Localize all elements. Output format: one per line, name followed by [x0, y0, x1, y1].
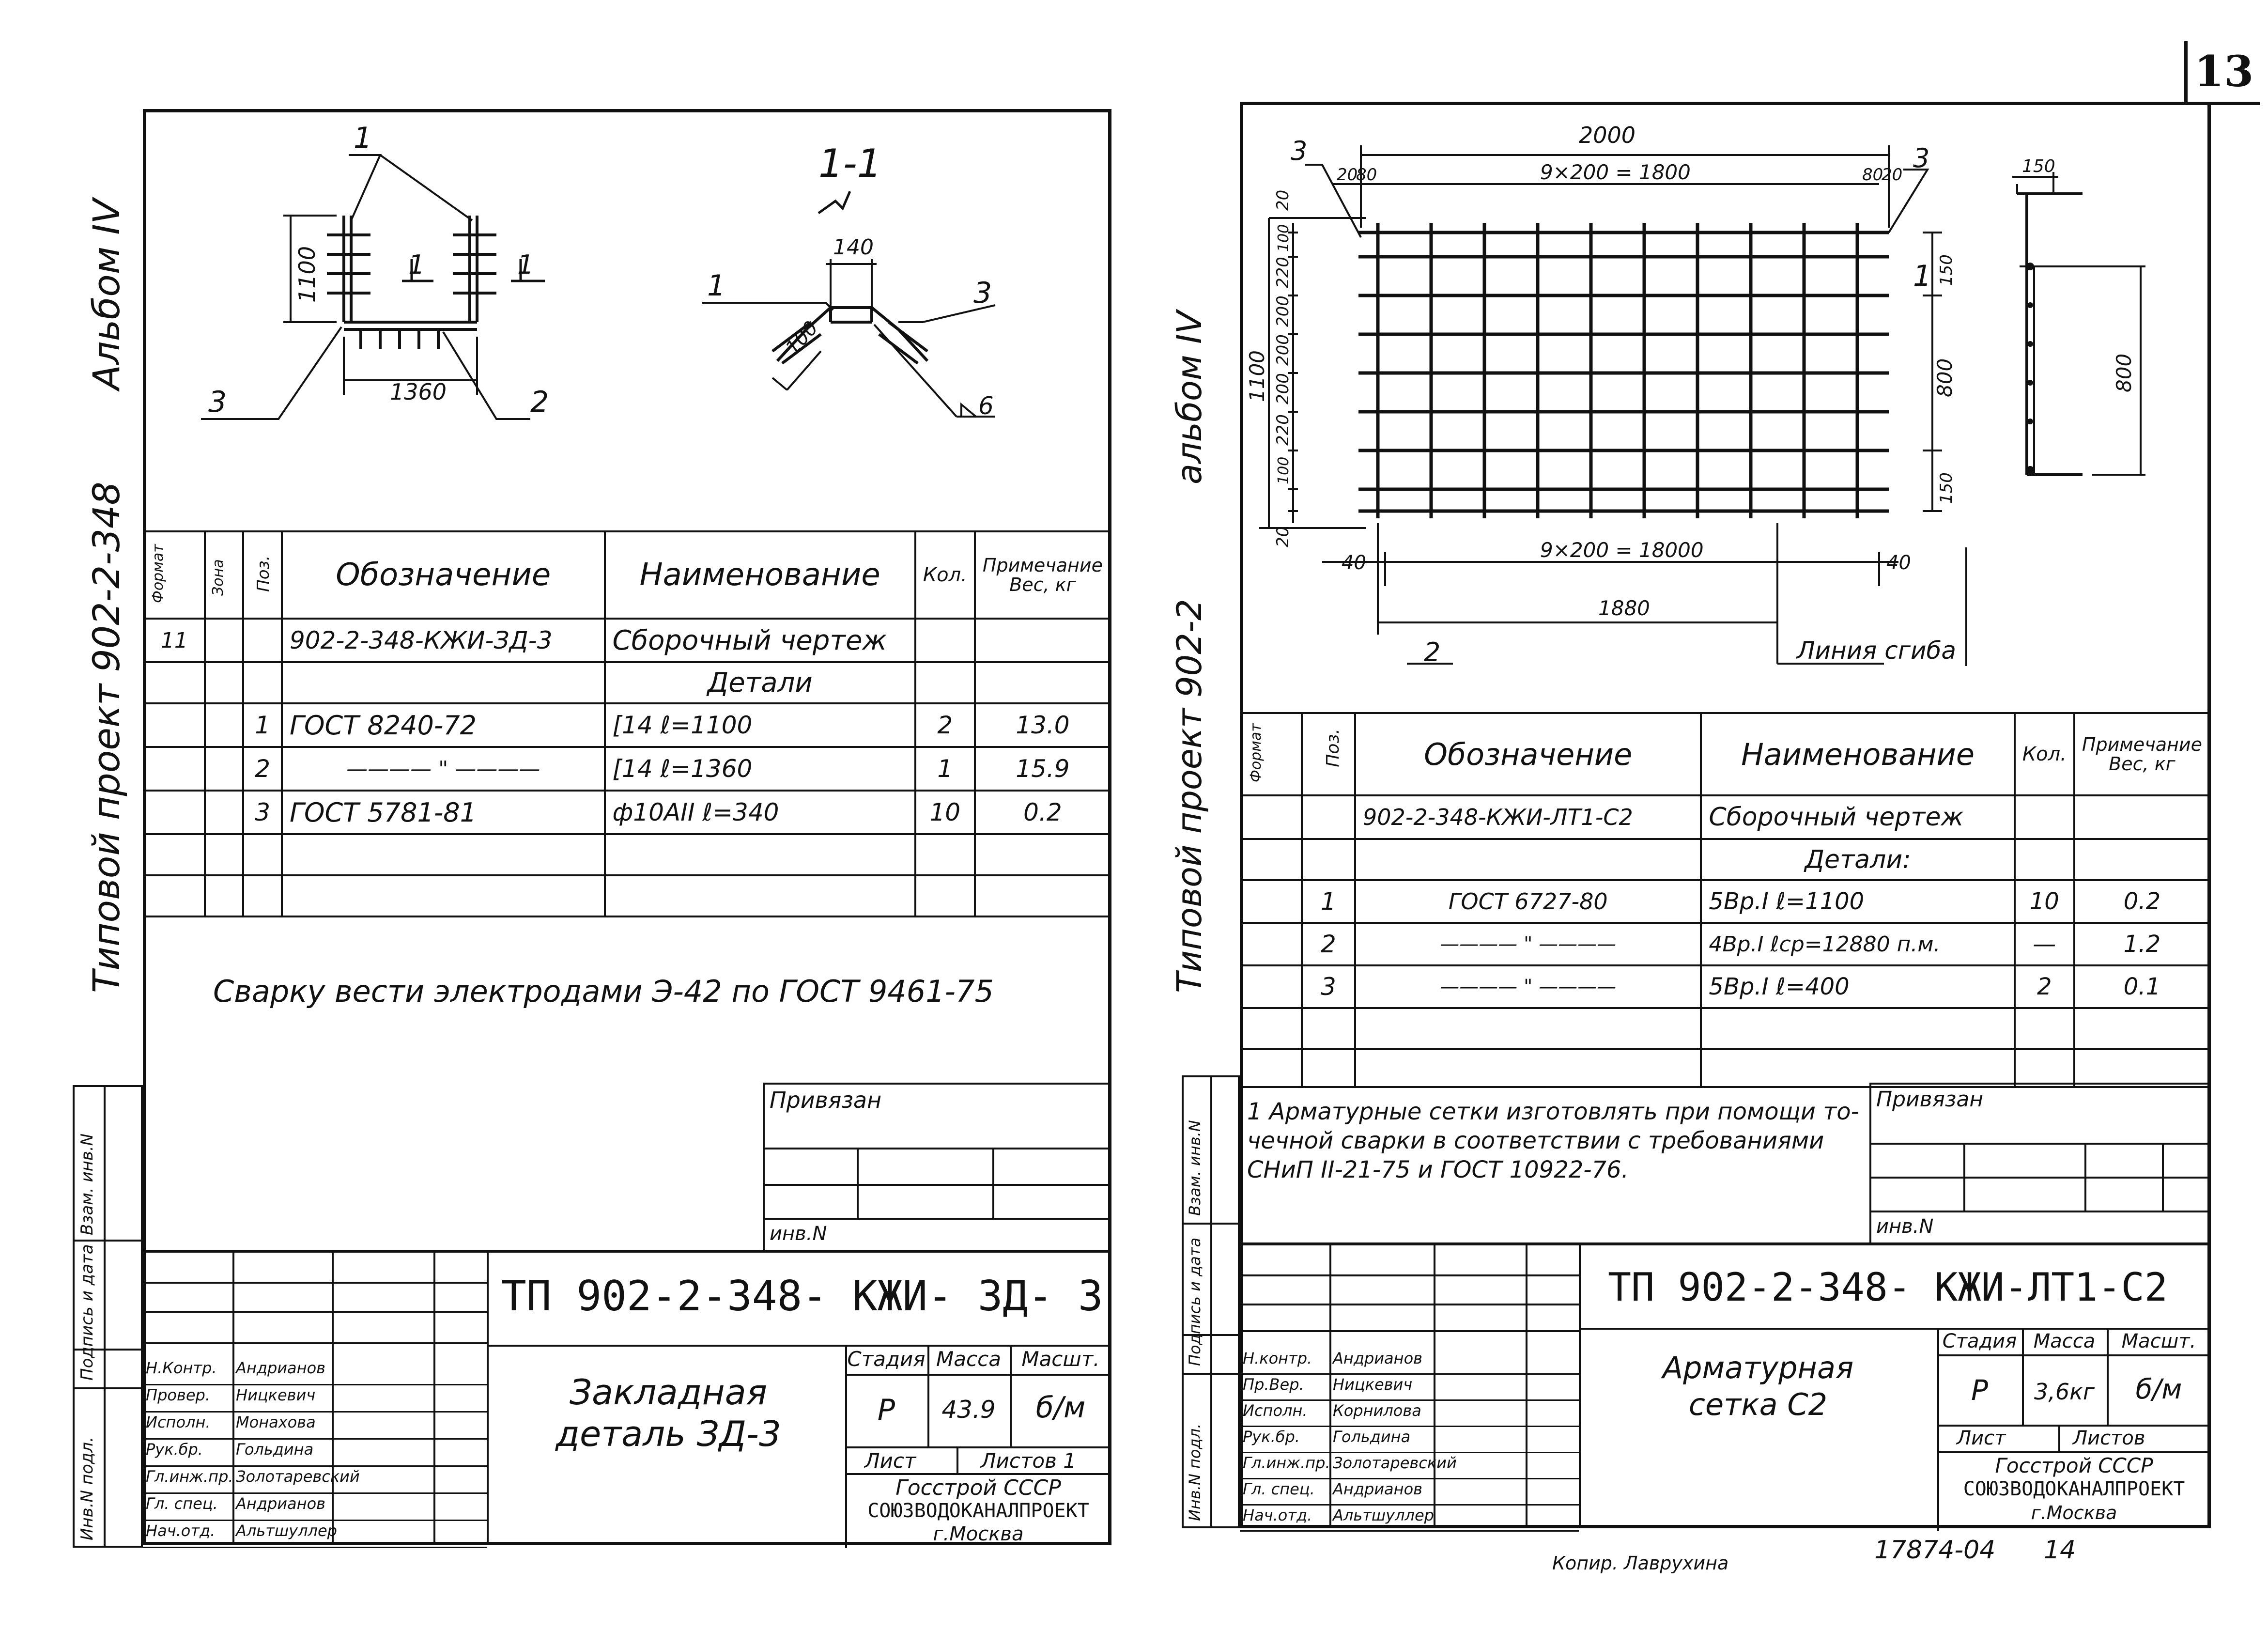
cell-designation: ———— " ————	[282, 747, 605, 791]
right-dim-inner: 9×200 = 1800	[1540, 160, 1691, 184]
signature-role: Исполн.	[1243, 1401, 1308, 1420]
signature-name: Золотаревский	[236, 1467, 360, 1486]
signature-row	[1240, 1452, 1579, 1479]
right-pos3b: 3	[1913, 143, 1930, 173]
cell-pos: 2	[243, 747, 282, 791]
left-cut-mark-a: 1	[408, 249, 425, 280]
signature-role: Исполн.	[146, 1413, 211, 1431]
right-side-top: 150	[2022, 156, 2055, 176]
cell-qty: 1	[915, 747, 975, 791]
cell-qty	[2015, 795, 2074, 839]
signature-row	[143, 1492, 487, 1521]
right-side-album: альбом IV	[1170, 311, 1209, 484]
left-org2: СОЮЗВОДОКАНАЛПРОЕКТ	[867, 1500, 1089, 1522]
left-cut-mark-b: 1	[517, 249, 534, 280]
signature-role: Гл. спец.	[1243, 1480, 1315, 1498]
right-hdr-designation: Обозначение	[1355, 713, 1701, 795]
cell-pos	[243, 619, 282, 662]
left-hdr-qty: Кол.	[915, 531, 975, 619]
left-side-project: Типовой проект 902-2-348	[85, 481, 128, 993]
right-hdr-pos: Поз.	[1323, 728, 1343, 767]
right-mass: 3,6кг	[2034, 1379, 2095, 1405]
left-mass-label: Масса	[936, 1347, 1001, 1371]
cell-pos: 3	[243, 791, 282, 834]
signature-row	[143, 1411, 487, 1440]
right-side-project: Типовой проект 902-2	[1170, 599, 1209, 993]
cell-note: 15.9	[975, 747, 1111, 791]
left-hdr-note: Примечание Вес, кг	[975, 531, 1111, 619]
cell-designation	[282, 662, 605, 703]
signature-name: Альтшуллер	[236, 1522, 337, 1540]
right-v220b: 220	[1273, 414, 1293, 446]
cell-qty: 10	[2015, 880, 2074, 923]
right-v220a: 220	[1273, 257, 1293, 288]
right-dim-40a: 40	[1342, 552, 1366, 574]
right-v200c: 200	[1273, 373, 1293, 404]
right-stage-label: Стадия	[1942, 1330, 2017, 1352]
left-sheets-label: Листов 1	[981, 1449, 1076, 1473]
channel-left	[344, 216, 351, 322]
copied-by: Копир. Лаврухина	[1552, 1553, 1729, 1574]
cell-qty	[915, 619, 975, 662]
signature-name: Гольдина	[236, 1440, 314, 1459]
left-hdr-zone: Зона	[209, 559, 227, 596]
signature-name: Гольдина	[1333, 1428, 1411, 1446]
cell-designation: ГОСТ 6727-80	[1355, 880, 1701, 923]
left-title-block	[143, 1250, 1111, 1545]
right-v200b: 200	[1273, 334, 1293, 366]
right-scale-label: Масшт.	[2121, 1330, 2196, 1352]
left-stamp-vzam: Взам. инв.N	[77, 1133, 97, 1235]
right-dim-bottom-inner: 9×200 = 18000	[1540, 538, 1704, 562]
right-dim-mid: 800	[1933, 358, 1957, 397]
left-dim-100: 100	[781, 317, 823, 359]
right-pos1: 1	[1913, 259, 1932, 293]
signature-name: Монахова	[236, 1413, 316, 1431]
signature-role: Рук.бр.	[1243, 1428, 1300, 1446]
table-row	[1241, 839, 2210, 880]
left-pos2: 2	[530, 385, 549, 419]
right-sheets-label: Листов	[2073, 1427, 2145, 1449]
signature-role: Н.контр.	[1243, 1349, 1312, 1367]
right-v20a: 20	[1273, 189, 1293, 211]
cell-pos: 2	[1302, 923, 1355, 965]
right-side-h: 800	[2112, 353, 2136, 392]
signature-name: Ницкевич	[236, 1386, 316, 1404]
table-row	[1241, 923, 2210, 965]
left-sec-pos1: 1	[707, 269, 726, 303]
right-spec-table	[1240, 712, 2211, 1088]
table-row	[144, 662, 1111, 703]
right-dim-40b: 40	[1886, 552, 1911, 574]
channel-right	[470, 216, 477, 322]
right-note-line-3: СНиП II-21-75 и ГОСТ 10922-76.	[1247, 1156, 1629, 1183]
left-scale: б/м	[1035, 1391, 1086, 1425]
right-v100a: 100	[1275, 224, 1292, 252]
right-dim-overall: 2000	[1579, 122, 1636, 148]
table-row	[144, 703, 1111, 747]
right-drawing	[1240, 102, 2211, 712]
table-row	[1241, 1049, 2210, 1087]
cell-designation: ———— " ————	[1355, 923, 1701, 965]
cell-pos	[1302, 795, 1355, 839]
table-row	[1241, 1008, 2210, 1049]
signature-role: Провер.	[146, 1386, 210, 1404]
table-row	[1241, 880, 2210, 923]
right-privyazan-box	[1869, 1083, 2211, 1242]
signature-role: Гл. спец.	[146, 1494, 218, 1513]
signature-name: Альтшуллер	[1333, 1506, 1434, 1524]
left-sheet-label: Лист	[864, 1449, 916, 1473]
table-row	[144, 747, 1111, 791]
right-drawing-title: Арматурная сетка С2	[1662, 1350, 1854, 1422]
right-bend-line: Линия сгиба	[1797, 637, 1956, 665]
signature-row	[1240, 1478, 1579, 1506]
cell-note: 1.2	[2074, 923, 2210, 965]
signature-name: Ницкевич	[1333, 1375, 1413, 1394]
table-row	[1241, 795, 2210, 839]
right-drawing-code: ТП 902-2-348- КЖИ-ЛТ1-С2	[1608, 1265, 2168, 1310]
cell-qty: —	[2015, 923, 2074, 965]
signature-name: Андрианов	[236, 1359, 326, 1377]
left-hdr-name: Наименование	[605, 531, 915, 619]
left-privyazan: Привязан	[770, 1087, 882, 1113]
left-mass: 43.9	[941, 1396, 996, 1424]
table-row	[144, 875, 1111, 916]
cell-name: ф10АII ℓ=340	[605, 791, 915, 834]
right-v20b: 20	[1273, 526, 1293, 547]
right-stamp-sign: Подпись и дата	[1186, 1237, 1204, 1366]
right-dim-20b: 20	[1882, 165, 1903, 185]
right-sheet-label: Лист	[1957, 1427, 2006, 1449]
right-hdr-name: Наименование	[1701, 713, 2014, 795]
left-scale-label: Масшт.	[1021, 1347, 1100, 1371]
cell-name: Сборочный чертеж	[1701, 795, 2014, 839]
right-pos3a: 3	[1291, 136, 1308, 166]
cell-pos: 1	[243, 703, 282, 747]
cell-name: 4Вр.I ℓср=12880 п.м.	[1701, 923, 2014, 965]
right-dim-150b: 150	[1937, 472, 1956, 504]
signature-name: Корнилова	[1333, 1401, 1421, 1420]
cell-note: 0.2	[2074, 880, 2210, 923]
sheet-number: 14	[2044, 1536, 2076, 1565]
left-dim-140: 140	[833, 235, 874, 260]
table-row	[144, 834, 1111, 875]
page-number: 13	[2194, 46, 2254, 96]
signature-name: Андрианов	[1333, 1349, 1423, 1367]
right-inv: инв.N	[1876, 1215, 1934, 1238]
left-hdr-format: Формат	[150, 543, 167, 603]
left-org1: Госстрой СССР	[895, 1475, 1061, 1500]
cell-format: 11	[144, 619, 205, 662]
right-note	[1247, 1097, 1859, 1184]
right-note-line-1: 1 Арматурные сетки изготовлять при помощи то-	[1247, 1098, 1859, 1125]
signature-role: Гл.инж.пр.	[1243, 1454, 1330, 1472]
right-dim-150a: 150	[1937, 254, 1956, 286]
cell-note	[2074, 795, 2210, 839]
left-privyazan-box	[763, 1083, 1111, 1250]
left-stage: Р	[877, 1393, 895, 1427]
cell-pos	[1302, 839, 1355, 880]
signature-role: Нач.отд.	[1243, 1506, 1312, 1524]
right-dim-20a: 20	[1337, 165, 1358, 185]
signature-role: Гл.инж.пр.	[146, 1467, 233, 1486]
left-section-label: 1-1	[818, 141, 882, 186]
left-spec-table	[143, 530, 1111, 917]
left-sec-pos3: 3	[973, 276, 992, 310]
right-v200a: 200	[1273, 295, 1293, 327]
cell-name: [14 ℓ=1100	[605, 703, 915, 747]
right-org3: г.Москва	[2031, 1502, 2117, 1523]
left-drawing-title: Закладная деталь ЗД-3	[555, 1372, 781, 1454]
signature-name: Золотаревский	[1333, 1454, 1457, 1472]
signature-row	[1240, 1373, 1579, 1401]
left-stamp-inv: Инв.N подл.	[77, 1437, 97, 1540]
cell-designation	[1355, 839, 1701, 880]
right-dim-80a: 80	[1356, 165, 1377, 185]
right-mass-label: Масса	[2033, 1330, 2096, 1352]
right-note-line-2: чечной сварки в соответствии с требованиями	[1247, 1127, 1824, 1154]
signature-role: Рук.бр.	[146, 1440, 203, 1459]
signature-row	[143, 1384, 487, 1413]
signature-role: Пр.Вер.	[1243, 1375, 1304, 1394]
cell-note	[975, 619, 1111, 662]
left-drawing-code: ТП 902-2-348- КЖИ- ЗД- 3	[501, 1272, 1103, 1320]
cell-pos	[243, 662, 282, 703]
cell-designation: 902-2-348-КЖИ-ЛТ1-С2	[1355, 795, 1701, 839]
right-scale: б/м	[2135, 1374, 2182, 1405]
cell-designation: ГОСТ 8240-72	[282, 703, 605, 747]
left-side-album: Альбом IV	[85, 199, 128, 390]
table-row	[144, 619, 1111, 662]
left-dim-width: 1360	[390, 379, 447, 405]
right-hdr-qty: Кол.	[2015, 713, 2074, 795]
right-privyazan: Привязан	[1876, 1087, 1984, 1112]
right-hdr-format: Формат	[1248, 723, 1265, 782]
signature-row	[1240, 1426, 1579, 1453]
signature-name: Андрианов	[236, 1494, 326, 1513]
cell-note: 0.1	[2074, 965, 2210, 1008]
cell-name: Сборочный чертеж	[605, 619, 915, 662]
cell-designation: ГОСТ 5781-81	[282, 791, 605, 834]
table-row	[1241, 965, 2210, 1008]
right-stamp-inv: Инв.N подл.	[1186, 1423, 1204, 1521]
cell-name: [14 ℓ=1360	[605, 747, 915, 791]
right-dim-80b: 80	[1862, 165, 1883, 185]
left-hdr-designation: Обозначение	[282, 531, 605, 619]
left-dim-height: 1100	[294, 246, 320, 303]
left-stage-label: Стадия	[847, 1347, 926, 1371]
signature-role: Нач.отд.	[146, 1522, 216, 1540]
right-v100b: 100	[1275, 456, 1292, 484]
signature-role: Н.Контр.	[146, 1359, 217, 1377]
cell-note: 13.0	[975, 703, 1111, 747]
cell-pos: 3	[1302, 965, 1355, 1008]
signature-row	[143, 1465, 487, 1494]
cell-designation: ———— " ————	[1355, 965, 1701, 1008]
table-row	[144, 791, 1111, 834]
left-drawing	[143, 109, 1111, 530]
right-stamp-vzam: Взам. инв.N	[1186, 1120, 1204, 1216]
cell-name: 5Вр.I ℓ=1100	[1701, 880, 2014, 923]
left-pos1: 1	[354, 121, 372, 155]
right-dim-height: 1100	[1245, 350, 1269, 402]
signature-row	[143, 1438, 487, 1467]
archive-number: 17874-04	[1874, 1536, 1996, 1565]
left-weld-note: Сварку вести электродами Э-42 по ГОСТ 9461-75	[213, 974, 994, 1009]
signature-row	[1240, 1399, 1579, 1427]
left-inv: инв.N	[770, 1223, 827, 1245]
signature-row	[1240, 1347, 1579, 1375]
left-weld: 6	[978, 392, 994, 420]
signature-row	[1240, 1504, 1579, 1532]
cell-qty: 2	[2015, 965, 2074, 1008]
cell-name: Детали:	[1701, 839, 2014, 880]
cell-pos: 1	[1302, 880, 1355, 923]
right-org2: СОЮЗВОДОКАНАЛПРОЕКТ	[1963, 1478, 2185, 1500]
right-dim-bottom-overall: 1880	[1598, 596, 1650, 620]
left-hdr-pos: Поз.	[254, 555, 274, 592]
left-org3: г.Москва	[933, 1523, 1024, 1545]
right-org1: Госстрой СССР	[1995, 1454, 2153, 1477]
right-stage: Р	[1971, 1374, 1988, 1407]
cell-note: 0.2	[975, 791, 1111, 834]
right-title-block	[1240, 1242, 2211, 1528]
signature-name: Андрианов	[1333, 1480, 1423, 1498]
cell-qty: 10	[915, 791, 975, 834]
signature-row	[143, 1357, 487, 1385]
cell-name: 5Вр.I ℓ=400	[1701, 965, 2014, 1008]
page-number-box	[2184, 41, 2260, 105]
right-hdr-note: Примечание Вес, кг	[2074, 713, 2210, 795]
cell-designation: 902-2-348-КЖИ-ЗД-3	[282, 619, 605, 662]
cell-name: Детали	[605, 662, 915, 703]
signature-row	[143, 1520, 487, 1548]
left-pos3: 3	[208, 385, 227, 419]
cell-qty: 2	[915, 703, 975, 747]
left-stamp-sign: Подпись и дата	[77, 1244, 97, 1381]
right-pos2: 2	[1424, 637, 1441, 668]
channel-bottom	[344, 322, 477, 329]
